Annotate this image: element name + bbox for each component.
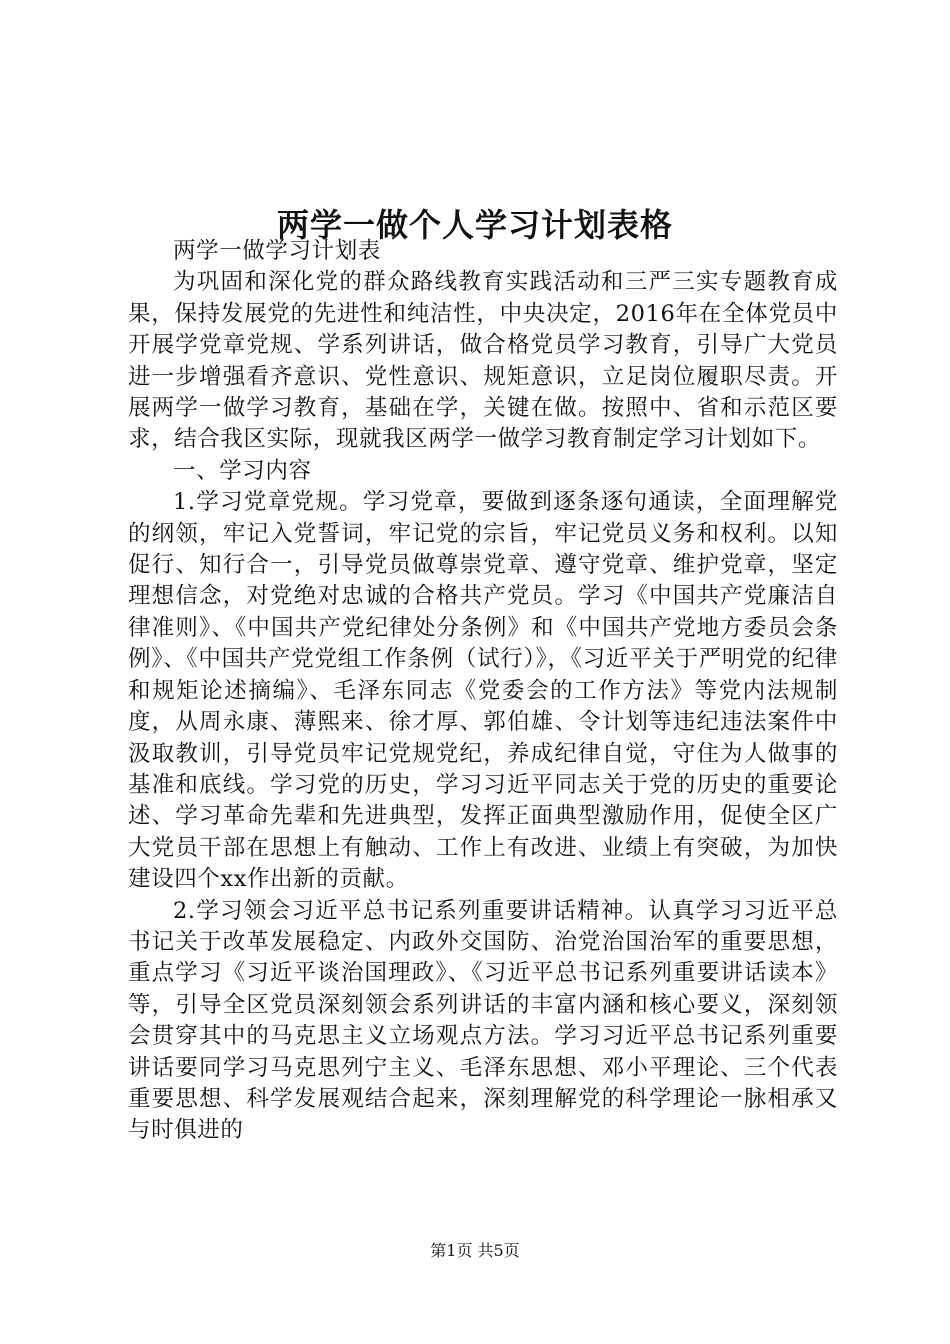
subtitle-paragraph: 两学一做学习计划表	[173, 238, 381, 264]
page-number-footer: 第1页 共5页	[430, 1241, 520, 1260]
document-title: 两学一做个人学习计划表格	[276, 206, 673, 245]
document-body	[128, 236, 838, 1147]
section-heading: 一、学习内容	[173, 457, 312, 484]
body-paragraph: 2.学习领会习近平总书记系列重要讲话精神。认真学习习近平总书记关于改革发展稳定、内政外交国防、治党治国治军的重要思想，重点学习《习近平谈治国理政》、《习近平总书记系列重要讲话读本》等，引导全区党员深刻领会系列讲话的丰富内涵和核心要义，深刻领会贯穿其中的马克思主义立场观点方法。学习习近平总书记系列重要讲话要同学习马克思列宁主义、毛泽东思想、邓小平理论、三个代表重要思想、科学发展观结合起来，深刻理解党的科学理论一脉相承又与时俱进的	[128, 897, 838, 1144]
intro-paragraph: 为巩固和深化党的群众路线教育实践活动和三严三实专题教育成果，保持发展党的先进性和纯洁性，中央决定，2016年在全体党员中开展学党章党规、学系列讲话，做合格党员学习教育，引导广大党员进一步增强看齐意识、党性意识、规矩意识，立足岗位履职尽责。开展两学一做学习教育，基础在学，关键在做。按照中、省和示范区要求，结合我区实际，现就我区两学一做学习教育制定学习计划如下。	[128, 269, 838, 453]
body-paragraph: 1.学习党章党规。学习党章，要做到逐条逐句通读，全面理解党的纲领，牢记入党誓词，牢记党的宗旨，牢记党员义务和权利。以知促行、知行合一，引导党员做尊崇党章、遵守党章、维护党章，坚定理想信念，对党绝对忠诚的合格共产党员。学习《中国共产党廉洁自律准则》、《中国共产党纪律处分条例》和《中国共产党地方委员会条例》、《中国共产党党组工作条例（试行）》，《习近平关于严明党的纪律和规矩论述摘编》、毛泽东同志《党委会的工作方法》等党内法规制度，从周永康、薄熙来、徐才厚、郭伯雄、令计划等违纪违法案件中汲取教训，引导党员牢记党规党纪，养成纪律自觉，守住为人做事的基准和底线。学习党的历史，学习习近平同志关于党的历史的重要论述、学习革命先辈和先进典型，发挥正面典型激励作用，促使全区广大党员干部在思想上有触动、工作上有改进、业绩上有突破，为加快建设四个xx作出新的贡献。	[128, 489, 838, 893]
